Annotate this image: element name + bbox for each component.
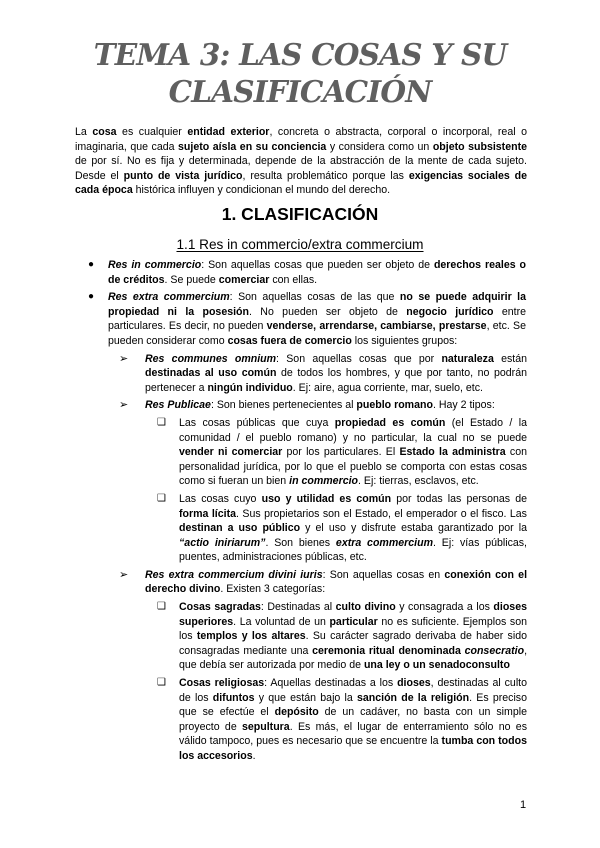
text-run: sepultura <box>242 720 290 733</box>
text-run: los siguientes grupos: <box>351 334 458 347</box>
bullet-icon: ● <box>88 291 95 303</box>
text-run: : Son aquellas cosas que por <box>276 352 442 365</box>
text-run: . Son bienes <box>265 536 336 549</box>
text-run: . La voluntad de un <box>233 615 330 628</box>
text-run: “actio iniriarum” <box>179 536 266 549</box>
page-number: 1 <box>520 799 527 811</box>
text-run: . <box>252 750 256 762</box>
text-run: entre particulares. Es decir, no pueden <box>108 305 526 333</box>
text-run: : Son aquellas cosas en <box>322 568 445 581</box>
text-run: están <box>493 352 528 365</box>
text-run: Las cosas cuyo <box>179 492 262 505</box>
text-run: conexión con el derecho divino <box>145 568 528 596</box>
text-run: sanción de la religión <box>356 691 470 704</box>
text-run: sujeto aísla en su conciencia <box>178 140 327 153</box>
text-run: , resulta problemático porque las <box>242 169 409 182</box>
text-run: culto divino <box>335 601 396 614</box>
text-run: difuntos <box>212 691 255 704</box>
bullet-icon: ● <box>88 259 95 270</box>
text-run: con personalidad jurídica, por lo que el pueblo se comporta con estas cosas como si fueran un bien <box>179 446 527 488</box>
text-run: Res extra commercium <box>108 291 230 304</box>
text-run: consecratio <box>464 644 525 657</box>
text-run: : Son aquellas cosas que pueden ser objeto de <box>201 259 434 271</box>
text-run: punto de vista jurídico <box>123 169 243 182</box>
text-run: templos y los altares <box>196 630 306 643</box>
text-run: dioses superiores <box>179 601 527 628</box>
text-run: : Son bienes pertenecientes al <box>210 399 357 412</box>
list-item <box>119 568 528 597</box>
text-run: , concreta o abstracta, corporal o incorporal, real o imaginaria, que cada <box>75 126 528 153</box>
text-run: no es suficiente. Ejemplos son los <box>179 615 527 643</box>
text-run: es cualquier <box>116 126 188 138</box>
checkbox-bullet-icon: ❑ <box>157 601 166 613</box>
text-run: : Destinadas al <box>260 601 336 614</box>
text-run: Res Publicae <box>145 399 211 412</box>
text-run: pueblo romano <box>356 399 433 412</box>
text-run: Res extra commercium divini iuris <box>145 568 323 581</box>
text-run: , que debía ser autorizada por medio de <box>179 644 528 672</box>
text-run: con ellas. <box>269 273 318 286</box>
text-run: vender ni comerciar <box>179 446 283 459</box>
text-run: . Es más, el lugar de enterramiento sólo no es válido tampoco, pues es necesario que se encuentre la <box>179 720 527 748</box>
text-run: . Ej: tierras, esclavos, etc. <box>358 475 479 488</box>
text-run: por todas las personas de <box>391 492 528 505</box>
text-run: . Se puede <box>164 273 219 286</box>
arrow-bullet-icon: ➢ <box>119 399 129 412</box>
text-run: destinan a uso público <box>179 522 301 535</box>
text-run: forma lícita <box>179 507 237 520</box>
text-run: y considera como un <box>326 140 433 153</box>
text-run: entidad exterior <box>187 126 270 138</box>
text-run: Estado la administra <box>399 446 506 459</box>
text-run: y que están bajo la <box>254 691 357 704</box>
text-run: . Ej: vías públicas, puentes, administraciones públicas, etc. <box>179 536 527 564</box>
text-run: . Ej: aire, agua corriente, mar, suelo, etc. <box>292 381 483 394</box>
list-item <box>157 492 528 565</box>
checkbox-bullet-icon: ❑ <box>157 492 166 504</box>
text-run: extra commercium <box>335 536 434 549</box>
text-run: . Es preciso que se efectúe el <box>179 691 527 719</box>
list-item <box>119 352 528 396</box>
list-item <box>157 416 527 489</box>
text-run: naturaleza <box>441 352 494 365</box>
section-heading: 1. CLASIFICACIÓN <box>221 204 379 224</box>
subsection-heading <box>40 237 560 252</box>
arrow-bullet-icon: ➢ <box>119 568 129 581</box>
text-run: (el Estado / la comunidad / el pueblo romano) y no particular, la cual no se puede <box>179 416 527 444</box>
text-run: . Hay 2 tipos: <box>432 399 495 412</box>
text-run: destinadas al uso común <box>145 367 277 380</box>
text-run: particular <box>329 615 378 628</box>
list-item <box>157 676 528 764</box>
text-run: , destinadas al culto de los <box>179 677 528 704</box>
page-title <box>40 36 560 110</box>
text-run: tumba con todos los accesorios <box>179 735 527 762</box>
text-run: exigencias sociales de cada época <box>75 169 527 197</box>
text-run: cosa <box>92 126 117 138</box>
text-run: Res communes omnium <box>145 352 277 365</box>
list-item <box>157 600 528 673</box>
list-item <box>119 398 527 413</box>
text-run: : Son aquellas cosas de las que <box>229 291 400 304</box>
text-run: Res in commercio <box>108 259 202 271</box>
checkbox-bullet-icon: ❑ <box>157 416 166 428</box>
text-run: derechos reales o de créditos <box>108 259 527 286</box>
intro-paragraph <box>75 125 527 198</box>
text-run: venderse, arrendarse, cambiarse, prestarse <box>266 320 487 333</box>
list-item <box>88 290 526 348</box>
text-run: uso y utilidad es común <box>261 492 392 505</box>
page-title-line2: CLASIFICACIÓN <box>168 74 432 109</box>
text-run: de todos los hombres, y que por tanto, no podrán pertenecer a <box>145 367 527 394</box>
text-run: depósito <box>274 706 319 719</box>
text-run: . Sus propietarios son el Estado, el emperador o el fisco. Las <box>236 507 527 520</box>
subsection-heading-text: 1.1 Res in commercio/extra commercium <box>176 237 424 252</box>
text-run: objeto subsistente <box>432 140 527 153</box>
text-run: histórica influyen y condicionan el mundo del derecho. <box>132 184 391 197</box>
text-run: . No pueden ser objeto de <box>249 305 407 318</box>
text-run: , etc. Se pueden considerar como <box>108 320 526 347</box>
arrow-bullet-icon: ➢ <box>119 352 129 365</box>
text-run: y el uso y disfrute estaba garantizado por la <box>300 522 527 535</box>
text-run: negocio jurídico <box>406 305 494 318</box>
text-run: comerciar <box>218 273 270 286</box>
text-run: . Existen 3 categorías: <box>220 583 326 596</box>
text-run: ceremonia ritual denominada <box>312 644 465 657</box>
checkbox-bullet-icon: ❑ <box>157 677 166 689</box>
text-run: no se puede adquirir la propiedad ni la posesión <box>108 291 526 318</box>
text-run: : Aquellas destinadas a los <box>264 677 398 690</box>
classification-list <box>0 258 600 767</box>
text-run: dioses <box>397 677 431 690</box>
text-run: una ley o un senadoconsulto <box>363 659 510 672</box>
text-run: La <box>75 126 93 138</box>
text-run: Cosas religiosas <box>179 677 265 690</box>
text-run: Las cosas públicas que cuya <box>179 416 335 429</box>
text-run: Cosas sagradas <box>179 601 261 614</box>
text-run: propiedad es común <box>334 416 446 429</box>
text-run: de un cadáver, no basta con un simple proyecto de <box>179 706 527 733</box>
text-run: ningún individuo <box>207 381 293 394</box>
text-run: cosas fuera de comercio <box>227 334 352 347</box>
text-run: . Su carácter sagrado derivaba de haber sido consagradas mediante una <box>179 630 527 657</box>
text-run: de por sí. No es fija y determinada, depende de la abstracción de la mente de cada sujeto. Desde el <box>75 155 527 182</box>
text-run: y consagrada a los <box>395 601 494 614</box>
text-run: por los particulares. El <box>282 446 400 459</box>
list-item <box>88 258 527 287</box>
text-run: in commercio <box>289 475 359 488</box>
page-title-line1: TEMA 3: LAS COSAS Y SU <box>93 37 507 72</box>
